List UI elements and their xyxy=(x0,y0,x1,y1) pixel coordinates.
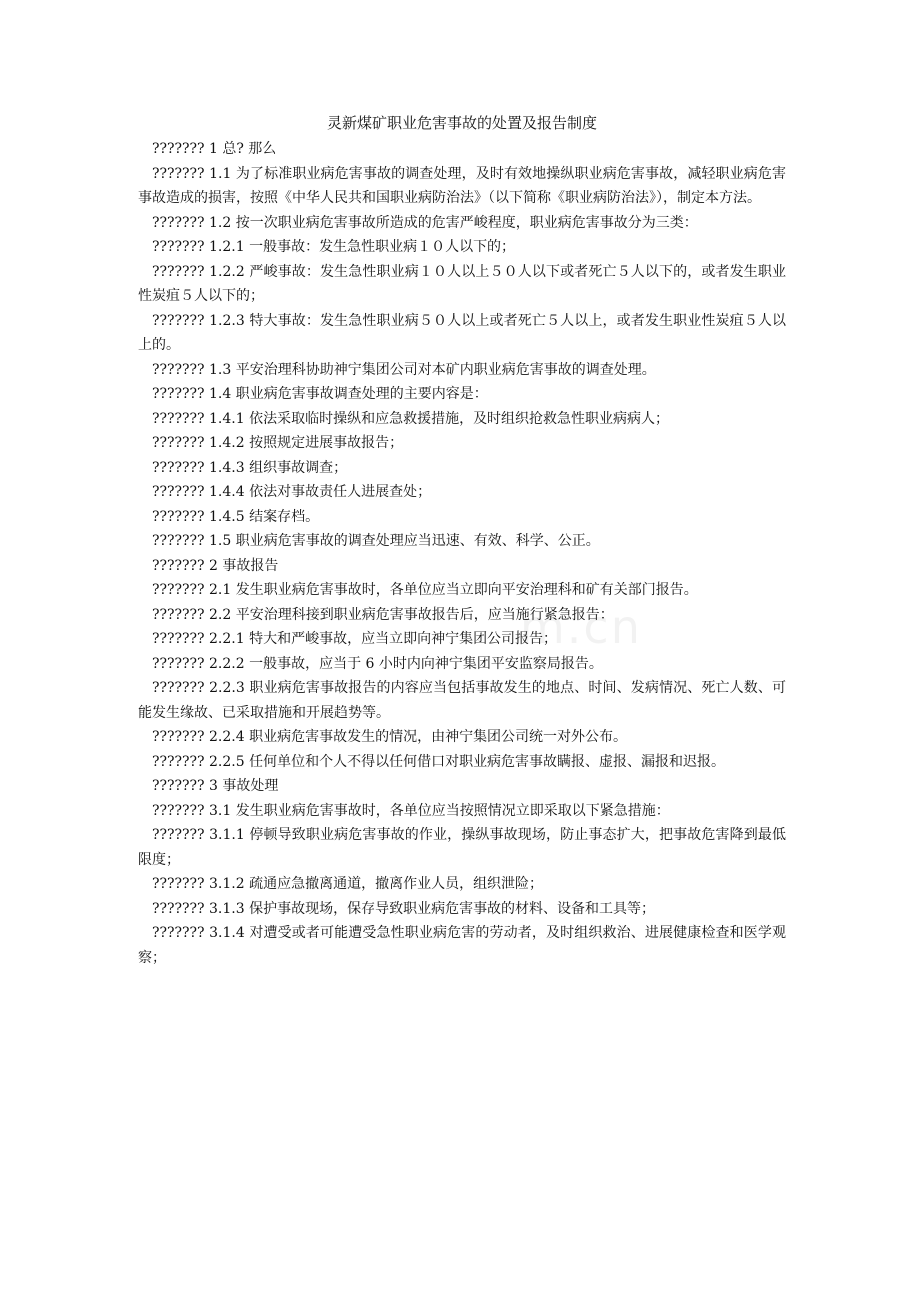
paragraph: ??????? 1.4.2 按照规定进展事故报告； xyxy=(152,435,404,451)
document-body xyxy=(138,137,786,970)
paragraph: ??????? 2.2.1 特大和严峻事故，应当立即向神宁集团公司报告； xyxy=(152,631,558,647)
paragraph: ??????? 1.2.3 特大事故：发生急性职业病５０人以上或者死亡５人以上，或者发生职业性炭疽５人以上的。 xyxy=(138,312,786,353)
paragraph: ??????? 1.4.3 组织事故调查； xyxy=(152,459,348,476)
paragraph: ??????? 3.1.2 疏通应急撤离通道，撤离作业人员，组织泄险； xyxy=(152,876,544,892)
paragraph: ??????? 2.2 平安治理科接到职业病危害事故报告后，应当施行紧急报告： xyxy=(152,606,614,623)
paragraph: ??????? 1.3 平安治理科协助神宁集团公司对本矿内职业病危害事故的调查处理。 xyxy=(152,361,656,378)
paragraph: ??????? 2 事故报告 xyxy=(152,557,279,574)
document-title: 灵新煤矿职业危害事故的处置及报告制度 xyxy=(326,114,597,132)
paragraph: ??????? 2.2.3 职业病危害事故报告的内容应当包括事故发生的地点、时间、发病情况、死亡人数、可能发生缘故、已采取措施和开展趋势等。 xyxy=(138,680,786,721)
paragraph: ??????? 3.1.1 停顿导致职业病危害事故的作业，操纵事故现场，防止事态扩大，把事故危害降到最低限度； xyxy=(138,827,786,868)
paragraph: ??????? 1.2 按一次职业病危害事故所造成的危害严峻程度，职业病危害事故分为三类： xyxy=(152,214,698,231)
paragraph: ??????? 1.4.4 依法对事故责任人进展查处； xyxy=(152,484,432,500)
paragraph: ??????? 1.4.1 依法采取临时操纵和应急救援措施，及时组织抢救急性职业病病人； xyxy=(152,410,670,427)
paragraph: ??????? 1.2.1 一般事故：发生急性职业病１０人以下的； xyxy=(152,239,516,255)
paragraph: ??????? 2.1 发生职业病危害事故时，各单位应当立即向平安治理科和矿有关部门报告。 xyxy=(152,582,698,598)
paragraph: ??????? 3.1.4 对遭受或者可能遭受急性职业病危害的劳动者，及时组织救治、进展健康检查和医学观察； xyxy=(138,925,786,966)
paragraph: ??????? 3 事故处理 xyxy=(152,778,279,794)
paragraph: ??????? 2.2.5 任何单位和个人不得以任何借口对职业病危害事故瞒报、虚报、漏报和迟报。 xyxy=(152,753,726,770)
paragraph: ??????? 1 总? 那么 xyxy=(152,141,277,157)
paragraph: ??????? 1.1 为了标准职业病危害事故的调查处理，及时有效地操纵职业病危害事故，减轻职业病危害事故造成的损害，按照《中华人民共和国职业病防治法》（以下简称《职业病防治法》），制定本方法。 xyxy=(138,165,786,206)
paragraph: ??????? 2.2.4 职业病危害事故发生的情况，由神宁集团公司统一对外公布。 xyxy=(152,729,628,745)
document-page xyxy=(138,111,786,970)
paragraph: ??????? 3.1 发生职业病危害事故时，各单位应当按照情况立即采取以下紧急措施： xyxy=(152,802,670,819)
paragraph: ??????? 2.2.2 一般事故，应当于 6 小时内向神宁集团平安监察局报告。 xyxy=(152,655,603,672)
paragraph: ??????? 1.4 职业病危害事故调查处理的主要内容是： xyxy=(152,386,488,402)
paragraph: ??????? 1.5 职业病危害事故的调查处理应当迅速、有效、科学、公正。 xyxy=(152,533,600,549)
paragraph: ??????? 1.2.2 严峻事故：发生急性职业病１０人以上５０人以下或者死亡５人以下的，或者发生职业性炭疽５人以下的； xyxy=(138,263,786,304)
paragraph: ??????? 3.1.3 保护事故现场，保存导致职业病危害事故的材料、设备和工具等； xyxy=(152,900,656,917)
watermark: m.cn xyxy=(520,600,642,654)
paragraph: ??????? 1.4.5 结案存档。 xyxy=(152,508,320,525)
